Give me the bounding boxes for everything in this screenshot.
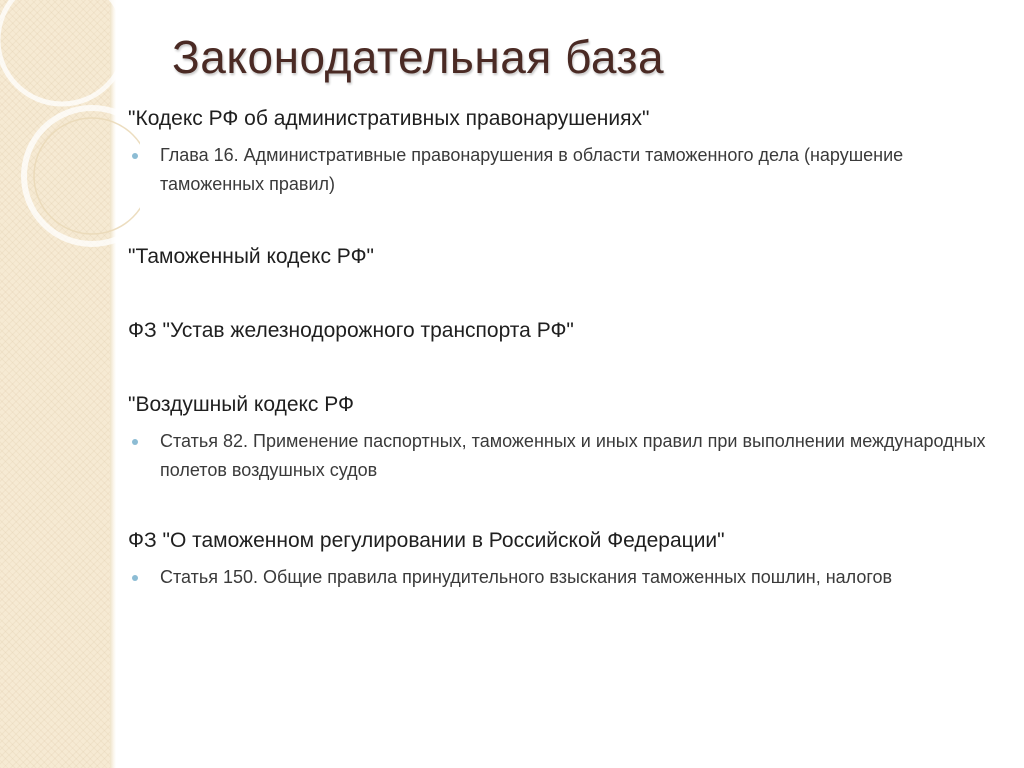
decorative-circle-bottom bbox=[24, 108, 140, 244]
slide-title: Законодательная база bbox=[172, 31, 665, 83]
section-customs-regulation-law bbox=[128, 527, 988, 592]
bullet-text: Статья 82. Применение паспортных, таможенных и иных правил при выполнении международных полетов воздушных судов bbox=[160, 431, 986, 480]
section-heading: "Кодекс РФ об административных правонарушениях" bbox=[128, 107, 650, 130]
section-customs-code bbox=[128, 243, 988, 271]
bullet-list bbox=[128, 141, 988, 199]
section-heading: "Таможенный кодекс РФ" bbox=[128, 245, 375, 268]
bullet-list bbox=[128, 427, 988, 485]
bullet-item bbox=[128, 563, 988, 592]
bullet-dot-icon bbox=[132, 153, 138, 159]
bullet-text: Глава 16. Административные правонарушения в области таможенного дела (нарушение таможенных правил) bbox=[160, 145, 904, 194]
bullet-item bbox=[128, 141, 988, 199]
decorative-circles bbox=[0, 0, 140, 260]
decorative-circle-bottom-inner bbox=[34, 118, 140, 234]
section-heading: ФЗ "О таможенном регулировании в Российской Федерации" bbox=[128, 529, 725, 552]
section-heading: "Воздушный кодекс РФ bbox=[128, 393, 354, 416]
section-heading: ФЗ "Устав железнодорожного транспорта РФ" bbox=[128, 319, 574, 342]
decorative-circle-top bbox=[0, 0, 126, 104]
bullet-dot-icon bbox=[132, 439, 138, 445]
bullet-list bbox=[128, 563, 988, 592]
bullet-item bbox=[128, 427, 988, 485]
slide-content bbox=[128, 105, 988, 592]
section-railway-charter bbox=[128, 317, 988, 345]
section-air-code bbox=[128, 391, 988, 485]
section-koap bbox=[128, 105, 988, 199]
bullet-text: Статья 150. Общие правила принудительного взыскания таможенных пошлин, налогов bbox=[160, 567, 893, 587]
bullet-dot-icon bbox=[132, 575, 138, 581]
